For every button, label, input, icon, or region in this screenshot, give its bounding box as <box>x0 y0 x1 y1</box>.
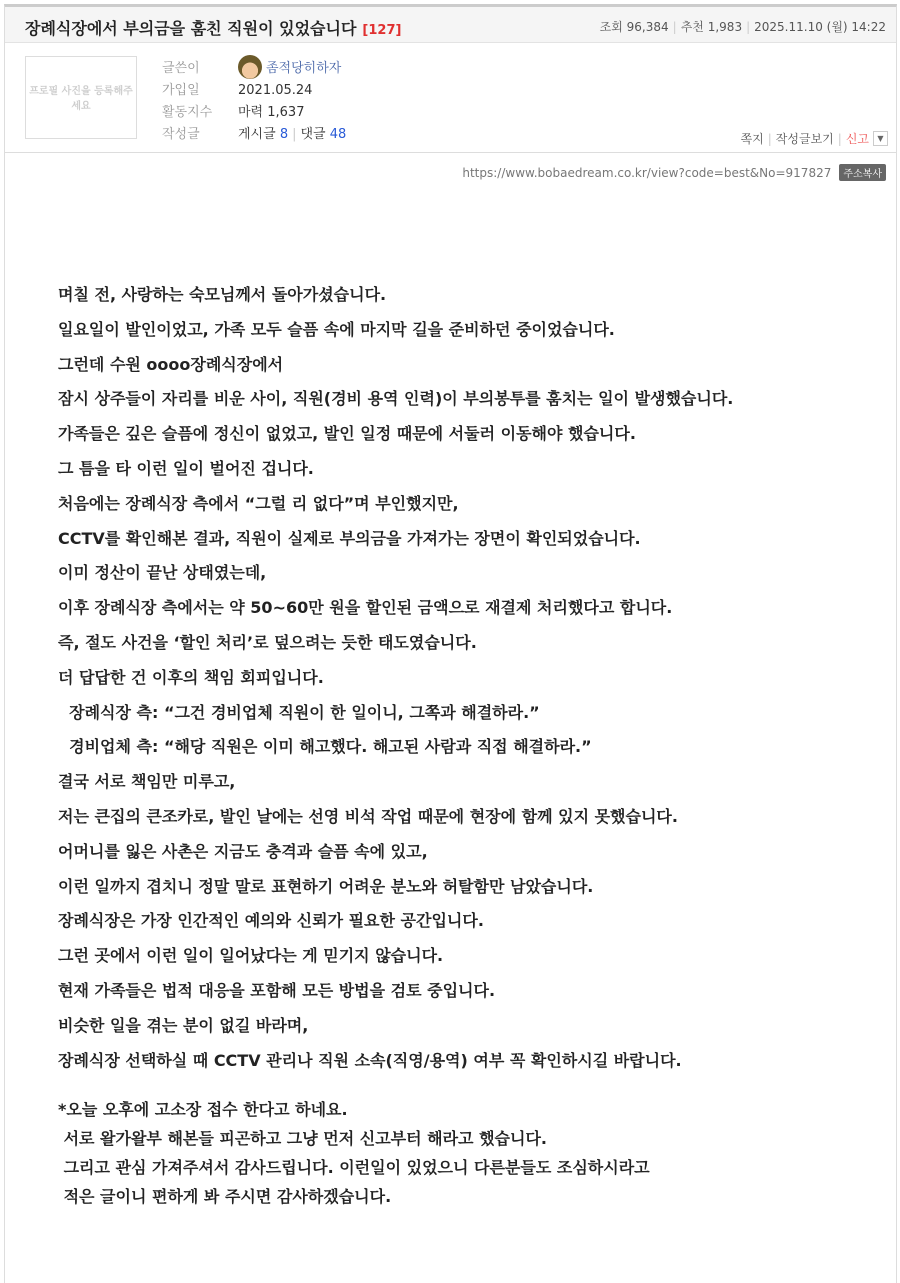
chevron-down-icon[interactable]: ▼ <box>873 131 888 146</box>
comment-total[interactable]: 48 <box>329 127 347 142</box>
recommend-count: 1,983 <box>707 20 743 34</box>
body-line: 현재 가족들은 법적 대응을 포함해 모든 방법을 검토 중입니다. <box>58 980 496 1000</box>
profile-photo-placeholder: 프로필 사진을 등록해주세요 <box>25 56 137 139</box>
body-line: 저는 큰집의 큰조카로, 발인 날에는 선영 비석 작업 때문에 현장에 함께 있지 못했습니다. <box>58 806 678 826</box>
view-count: 96,384 <box>626 20 669 34</box>
body-line: 이미 정산이 끝난 상태였는데, <box>58 563 267 583</box>
post-meta: 조회 96,384 | 추천 1,983 | 2025.11.10 (월) 14:22 <box>599 20 886 34</box>
avatar <box>238 55 262 79</box>
divider <box>5 152 896 153</box>
body-line: CCTV를 확인해본 결과, 직원이 실제로 부의금을 가져가는 장면이 확인되었습니다. <box>58 528 641 548</box>
body-line: 어머니를 잃은 사촌은 지금도 충격과 슬픔 속에 있고, <box>58 841 428 861</box>
join-date: 2021.05.24 <box>238 83 313 98</box>
comment-count[interactable]: [127] <box>362 23 402 38</box>
message-link[interactable]: 쪽지 <box>740 132 764 146</box>
body-line: 그런 곳에서 이런 일이 일어났다는 게 믿기지 않습니다. <box>58 946 444 966</box>
ps-line: 그리고 관심 가져주셔서 감사드립니다. 이런일이 있었으니 다른분들도 조심하시라고 <box>58 1157 650 1177</box>
copy-url-button[interactable]: 주소복사 <box>839 164 886 181</box>
body-line: 경비업체 측: “해당 직원은 이미 해고했다. 해고된 사람과 직접 해결하라.” <box>58 737 592 757</box>
body-line: 잠시 상주들이 자리를 비운 사이, 직원(경비 용역 인력)이 부의봉투를 훔치는 일이 발생했습니다. <box>58 389 734 409</box>
body-line: 장례식장은 가장 인간적인 예의와 신뢰가 필요한 공간입니다. <box>58 911 484 931</box>
ps-line: 적은 글이니 편하게 봐 주시면 감사하겠습니다. <box>58 1186 392 1206</box>
post-url: https://www.bobaedream.co.kr/view?code=best&No=917827 <box>462 165 832 180</box>
view-posts-link[interactable]: 작성글보기 <box>775 132 834 146</box>
body-line: 이후 장례식장 측에서는 약 50~60만 원을 할인된 금액으로 재결제 처리했다고 합니다. <box>58 598 673 618</box>
body-line: 그 틈을 타 이런 일이 벌어진 겁니다. <box>58 458 314 478</box>
body-line: 더 답답한 건 이후의 책임 회피입니다. <box>58 667 324 687</box>
post-datetime: 2025.11.10 (월) 14:22 <box>754 20 886 34</box>
author-actions: 쪽지 | 작성글보기 | 신고 ▼ <box>741 130 888 147</box>
spacer <box>58 1078 733 1098</box>
ps-line: 서로 왈가왈부 해본들 피곤하고 그냥 먼저 신고부터 해라고 했습니다. <box>58 1128 547 1148</box>
body-line: 이런 일까지 겹치니 정말 말로 표현하기 어려운 분노와 허탈함만 남았습니다. <box>58 876 594 896</box>
activity-score: 마력 1,637 <box>238 105 305 120</box>
body-line: 비슷한 일을 겪는 분이 없길 바라며, <box>58 1015 309 1035</box>
body-line: 처음에는 장례식장 측에서 “그럴 리 없다”며 부인했지만, <box>58 493 459 513</box>
body-line: 일요일이 발인이었고, 가족 모두 슬픔 속에 마지막 길을 준비하던 중이었습니다. <box>58 319 615 339</box>
body-line: 며칠 전, 사랑하는 숙모님께서 돌아가셨습니다. <box>58 285 387 304</box>
body-line: 즉, 절도 사건을 ‘할인 처리’로 덮으려는 듯한 태도였습니다. <box>58 632 477 652</box>
body-line: 장례식장 선택하실 때 CCTV 관리나 직원 소속(직영/용역) 여부 꼭 확인하시길 바랍니다. <box>58 1050 682 1070</box>
post-title: 장례식장에서 부의금을 훔친 직원이 있었습니다 [127] <box>25 19 402 38</box>
body-line: 그런데 수원 oooo장례식장에서 <box>58 354 284 374</box>
post-count[interactable]: 8 <box>279 127 289 142</box>
ps-line: *오늘 오후에 고소장 접수 한다고 하네요. <box>58 1099 348 1119</box>
post-body <box>58 283 733 1214</box>
author-nickname[interactable]: 좀적당히하자 <box>266 61 342 76</box>
body-line: 결국 서로 책임만 미루고, <box>58 772 236 792</box>
post-header <box>5 7 896 43</box>
body-line: 가족들은 깊은 슬픔에 정신이 없었고, 발인 일정 때문에 서둘러 이동해야 했습니다. <box>58 424 636 444</box>
body-line: 장례식장 측: “그건 경비업체 직원이 한 일이니, 그쪽과 해결하라.” <box>58 702 540 722</box>
report-link[interactable]: 신고 <box>845 132 869 146</box>
author-info: 글쓴이 좀적당히하자 가입일 2021.05.24 활동지수 마력 1,637 작성글 게시글 8 | 댓글 48 <box>162 58 346 146</box>
post-url-bar <box>462 164 886 181</box>
